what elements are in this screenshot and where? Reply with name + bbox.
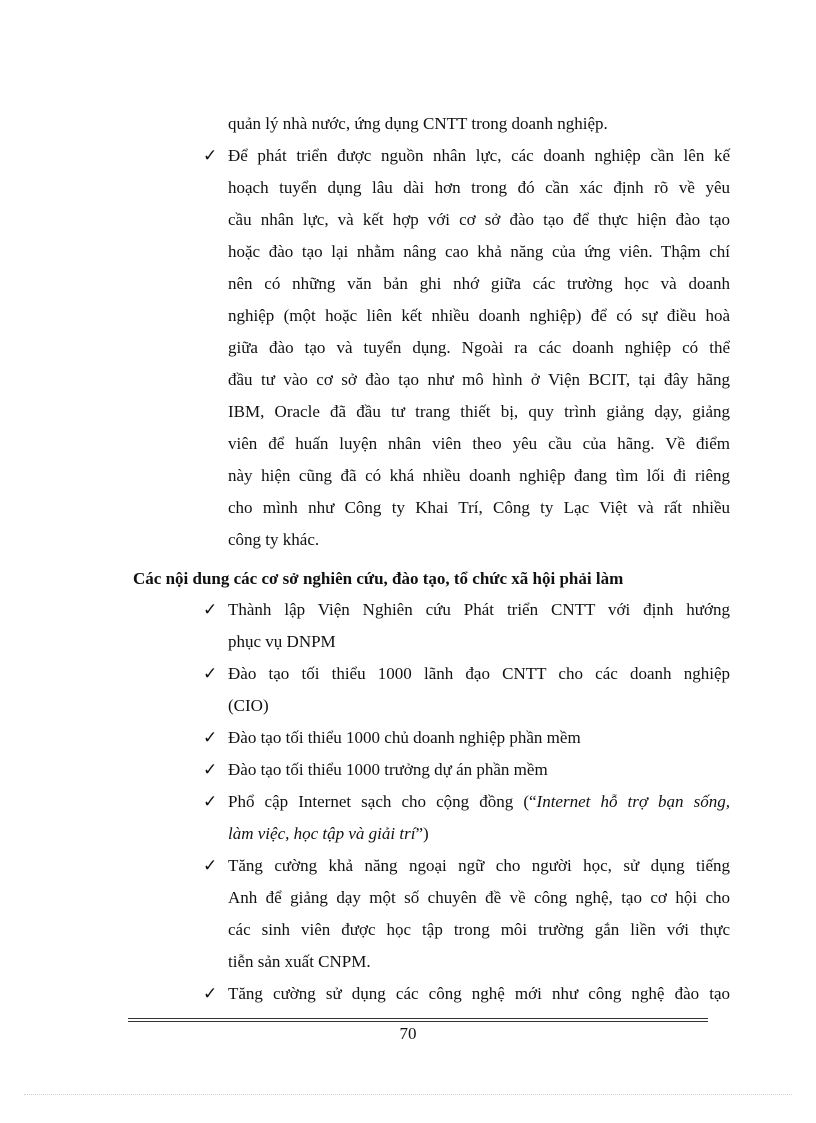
text-line: đầu tư vào cơ sở đào tạo như mô hình ở Viện BCIT, tại đây hãng: [228, 370, 730, 389]
bullet-item: [228, 786, 730, 850]
checkmark-icon: ✓: [203, 664, 218, 683]
text-line: phục vụ DNPM: [228, 632, 336, 651]
text-span: ”): [415, 824, 429, 843]
checkmark-icon: ✓: [203, 984, 218, 1003]
italic-quote: Internet hỗ trợ bạn sống,: [536, 792, 730, 811]
bullet-paragraph: [228, 140, 730, 556]
text-line: các sinh viên được học tập trong môi trường gắn liền với thực: [228, 920, 730, 939]
text-line: viên để huấn luyện nhân viên theo yêu cầu của hãng. Về điểm: [228, 434, 730, 453]
paragraph-continuation: [228, 108, 730, 140]
text-line: công ty khác.: [228, 530, 320, 549]
text-line: Tăng cường khả năng ngoại ngữ cho người học, sử dụng tiếng: [228, 856, 730, 875]
text-line: (CIO): [228, 696, 269, 715]
text-line: [228, 786, 730, 818]
text-line: Đào tạo tối thiểu 1000 chủ doanh nghiệp phần mềm: [228, 728, 581, 747]
text-line: cho mình như Công ty Khai Trí, Công ty Lạc Việt và rất nhiều: [228, 498, 730, 517]
checkmark-icon: ✓: [203, 760, 218, 779]
checkmark-icon: ✓: [203, 728, 218, 747]
text-line: Đào tạo tối thiểu 1000 trưởng dự án phần mềm: [228, 760, 548, 779]
text-span: Phổ cập Internet sạch cho cộng đồng (“: [228, 792, 537, 811]
text-line: [228, 818, 730, 850]
text-line: cầu nhân lực, và kết hợp với cơ sở đào tạo để thực hiện đào tạo: [228, 210, 730, 229]
bullet-item: [228, 754, 730, 786]
italic-quote: làm việc, học tập và giải trí: [228, 824, 416, 843]
bullet-item: [228, 658, 730, 722]
bullet-item: [228, 594, 730, 658]
text-line: quản lý nhà nước, ứng dụng CNTT trong doanh nghiệp.: [228, 114, 608, 133]
text-line: nghiệp (một hoặc liên kết nhiều doanh nghiệp) để có sự điều hoà: [228, 306, 730, 325]
text-line: nên có những văn bản ghi nhớ giữa các trường học và doanh: [228, 274, 730, 293]
text-line: hoạch tuyển dụng lâu dài hơn trong đó cần xác định rõ về yêu: [228, 178, 730, 197]
text-line: IBM, Oracle đã đầu tư trang thiết bị, quy trình giảng dạy, giảng: [228, 402, 730, 421]
text-line: Đào tạo tối thiểu 1000 lãnh đạo CNTT cho các doanh nghiệp: [228, 664, 730, 683]
page-number: 70: [399, 1024, 417, 1043]
text-line: Anh để giảng dạy một số chuyên đề về công nghệ, tạo cơ hội cho: [228, 888, 730, 907]
checkmark-icon: ✓: [203, 146, 218, 165]
bullet-item: [228, 850, 730, 978]
text-line: Thành lập Viện Nghiên cứu Phát triển CNTT với định hướng: [228, 600, 730, 619]
text-line: Tăng cường sử dụng các công nghệ mới như công nghệ đào tạo: [228, 984, 730, 1003]
text-line: giữa đào tạo và tuyển dụng. Ngoài ra các doanh nghiệp có thể: [228, 338, 730, 357]
text-line: hoặc đào tạo lại nhằm nâng cao khả năng của ứng viên. Thậm chí: [228, 242, 730, 261]
section-heading: Các nội dung các cơ sở nghiên cứu, đào tạo, tổ chức xã hội phải làm: [133, 569, 624, 588]
bullet-item: [228, 978, 730, 1010]
checkmark-icon: ✓: [203, 856, 218, 875]
page-bottom-divider: [24, 1094, 792, 1095]
text-line: Để phát triển được nguồn nhân lực, các doanh nghiệp cần lên kế: [228, 146, 730, 165]
checkmark-icon: ✓: [203, 600, 218, 619]
text-line: này hiện cũng đã có khá nhiều doanh nghiệp đang tìm lối đi riêng: [228, 466, 730, 485]
footer-rule: [128, 1018, 708, 1019]
text-line: tiễn sản xuất CNPM.: [228, 952, 371, 971]
bullet-item: [228, 722, 730, 754]
checkmark-icon: ✓: [203, 792, 218, 811]
